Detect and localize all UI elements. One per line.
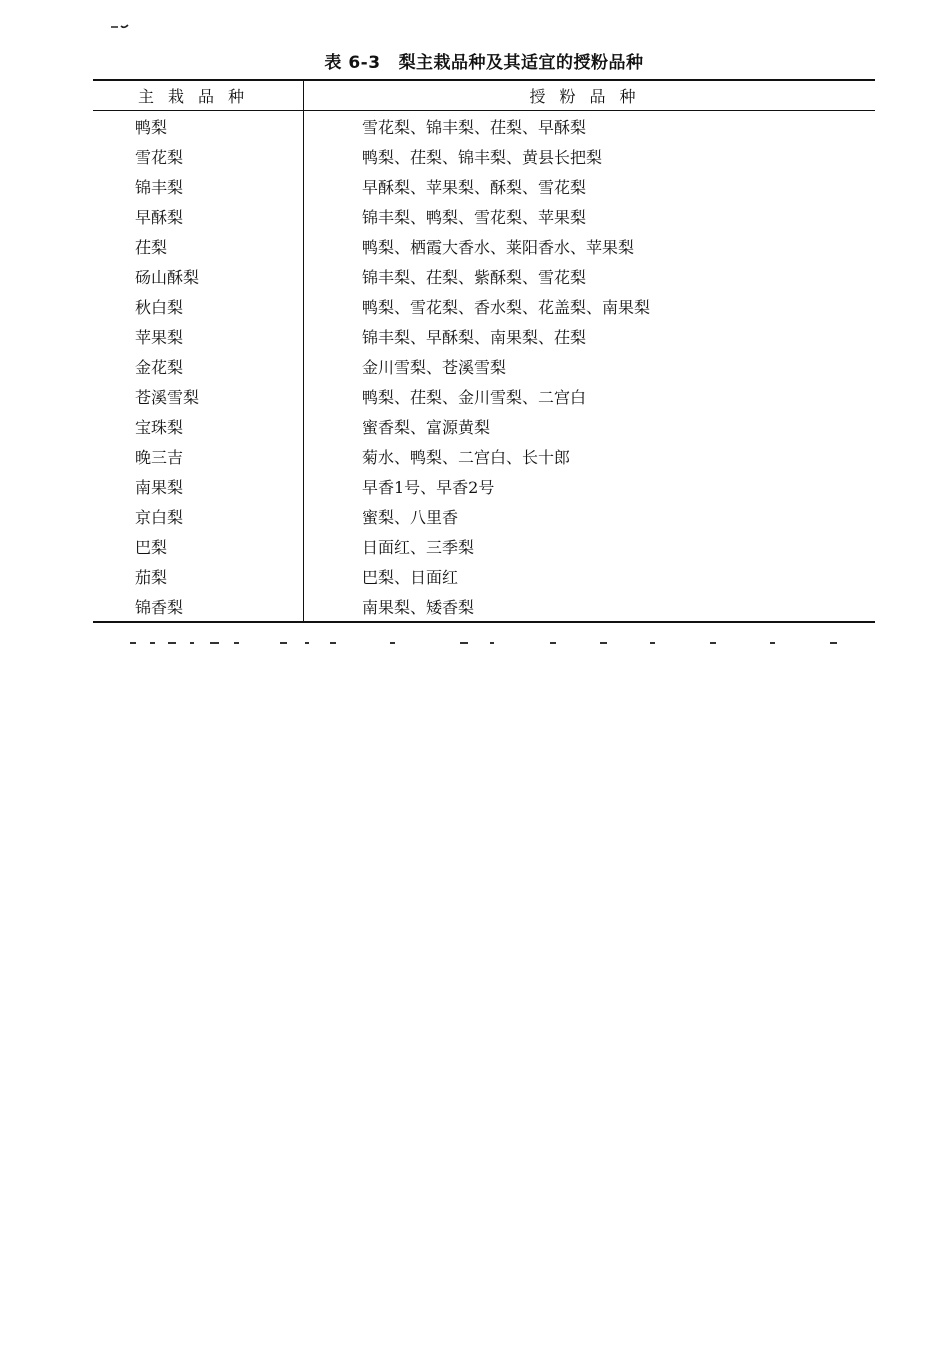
main-variety-cell: 京白梨 (93, 501, 304, 531)
main-variety-cell: 茌梨 (93, 231, 304, 261)
main-variety-cell: 早酥梨 (93, 201, 304, 231)
table-row (93, 471, 875, 501)
table-caption (0, 48, 952, 73)
pollinator-variety-cell: 早香1号、早香2号 (362, 477, 495, 497)
pollinator-variety-cell: 菊水、鸭梨、二宫白、长十郎 (362, 447, 571, 467)
pollinator-variety-cell: 锦丰梨、鸭梨、雪花梨、苹果梨 (362, 207, 587, 227)
table-header (93, 80, 875, 111)
pollinator-variety-cell: 鸭梨、茌梨、锦丰梨、黄县长把梨 (362, 147, 603, 167)
pollinator-variety-cell: 鸭梨、茌梨、金川雪梨、二宫白 (362, 387, 587, 407)
table-row (93, 111, 875, 142)
main-variety-cell: 苹果梨 (93, 321, 304, 351)
pollinator-variety-cell: 日面红、三季梨 (362, 537, 475, 557)
table-container (93, 79, 875, 623)
main-variety-cell: 秋白梨 (93, 291, 304, 321)
main-variety-cell: 南果梨 (93, 471, 304, 501)
table-number: 表 6-3 (324, 53, 381, 73)
main-variety-cell: 晚三吉 (93, 441, 304, 471)
table-row (93, 141, 875, 171)
main-variety-cell: 茄梨 (93, 561, 304, 591)
pollination-table (93, 79, 875, 623)
table-row (93, 501, 875, 531)
main-variety-cell: 宝珠梨 (93, 411, 304, 441)
table-row (93, 291, 875, 321)
main-variety-cell: 苍溪雪梨 (93, 381, 304, 411)
pollinator-variety-cell: 蜜香梨、富源黄梨 (362, 417, 491, 437)
cut-off-text-line (130, 641, 850, 645)
main-variety-cell: 鸭梨 (93, 111, 304, 142)
table-row (93, 321, 875, 351)
table-row (93, 381, 875, 411)
pollinator-variety-cell: 早酥梨、苹果梨、酥梨、雪花梨 (362, 177, 587, 197)
table-title: 梨主栽品种及其适宜的授粉品种 (398, 53, 644, 73)
pollinator-variety-cell: 鸭梨、栖霞大香水、莱阳香水、苹果梨 (362, 237, 635, 257)
pollinator-variety-cell: 南果梨、矮香梨 (362, 597, 475, 617)
column-header-main-variety: 主栽品种 (93, 80, 304, 111)
header-row (93, 80, 875, 111)
pollinator-variety-cell: 鸭梨、雪花梨、香水梨、花盖梨、南果梨 (362, 297, 651, 317)
table-row (93, 591, 875, 622)
main-variety-cell: 雪花梨 (93, 141, 304, 171)
pollinator-variety-cell: 雪花梨、锦丰梨、茌梨、早酥梨 (362, 117, 587, 137)
main-variety-cell: 锦丰梨 (93, 171, 304, 201)
pollinator-variety-cell: 巴梨、日面红 (362, 567, 459, 587)
pollinator-variety-cell: 蜜梨、八里香 (362, 507, 459, 527)
table-row (93, 561, 875, 591)
table-row (93, 171, 875, 201)
table-row (93, 411, 875, 441)
main-variety-cell: 砀山酥梨 (93, 261, 304, 291)
table-body (93, 111, 875, 623)
table-row (93, 261, 875, 291)
table-row (93, 531, 875, 561)
main-variety-cell: 金花梨 (93, 351, 304, 381)
table-row (93, 441, 875, 471)
page-corner-mark (110, 22, 130, 30)
table-row (93, 231, 875, 261)
column-header-pollinator-variety: 授粉品种 (529, 87, 650, 106)
table-row (93, 351, 875, 381)
main-variety-cell: 巴梨 (93, 531, 304, 561)
pollinator-variety-cell: 金川雪梨、苍溪雪梨 (362, 357, 507, 377)
pollinator-variety-cell: 锦丰梨、早酥梨、南果梨、茌梨 (362, 327, 587, 347)
table-row (93, 201, 875, 231)
main-variety-cell: 锦香梨 (93, 591, 304, 622)
pollinator-variety-cell: 锦丰梨、茌梨、紫酥梨、雪花梨 (362, 267, 587, 287)
